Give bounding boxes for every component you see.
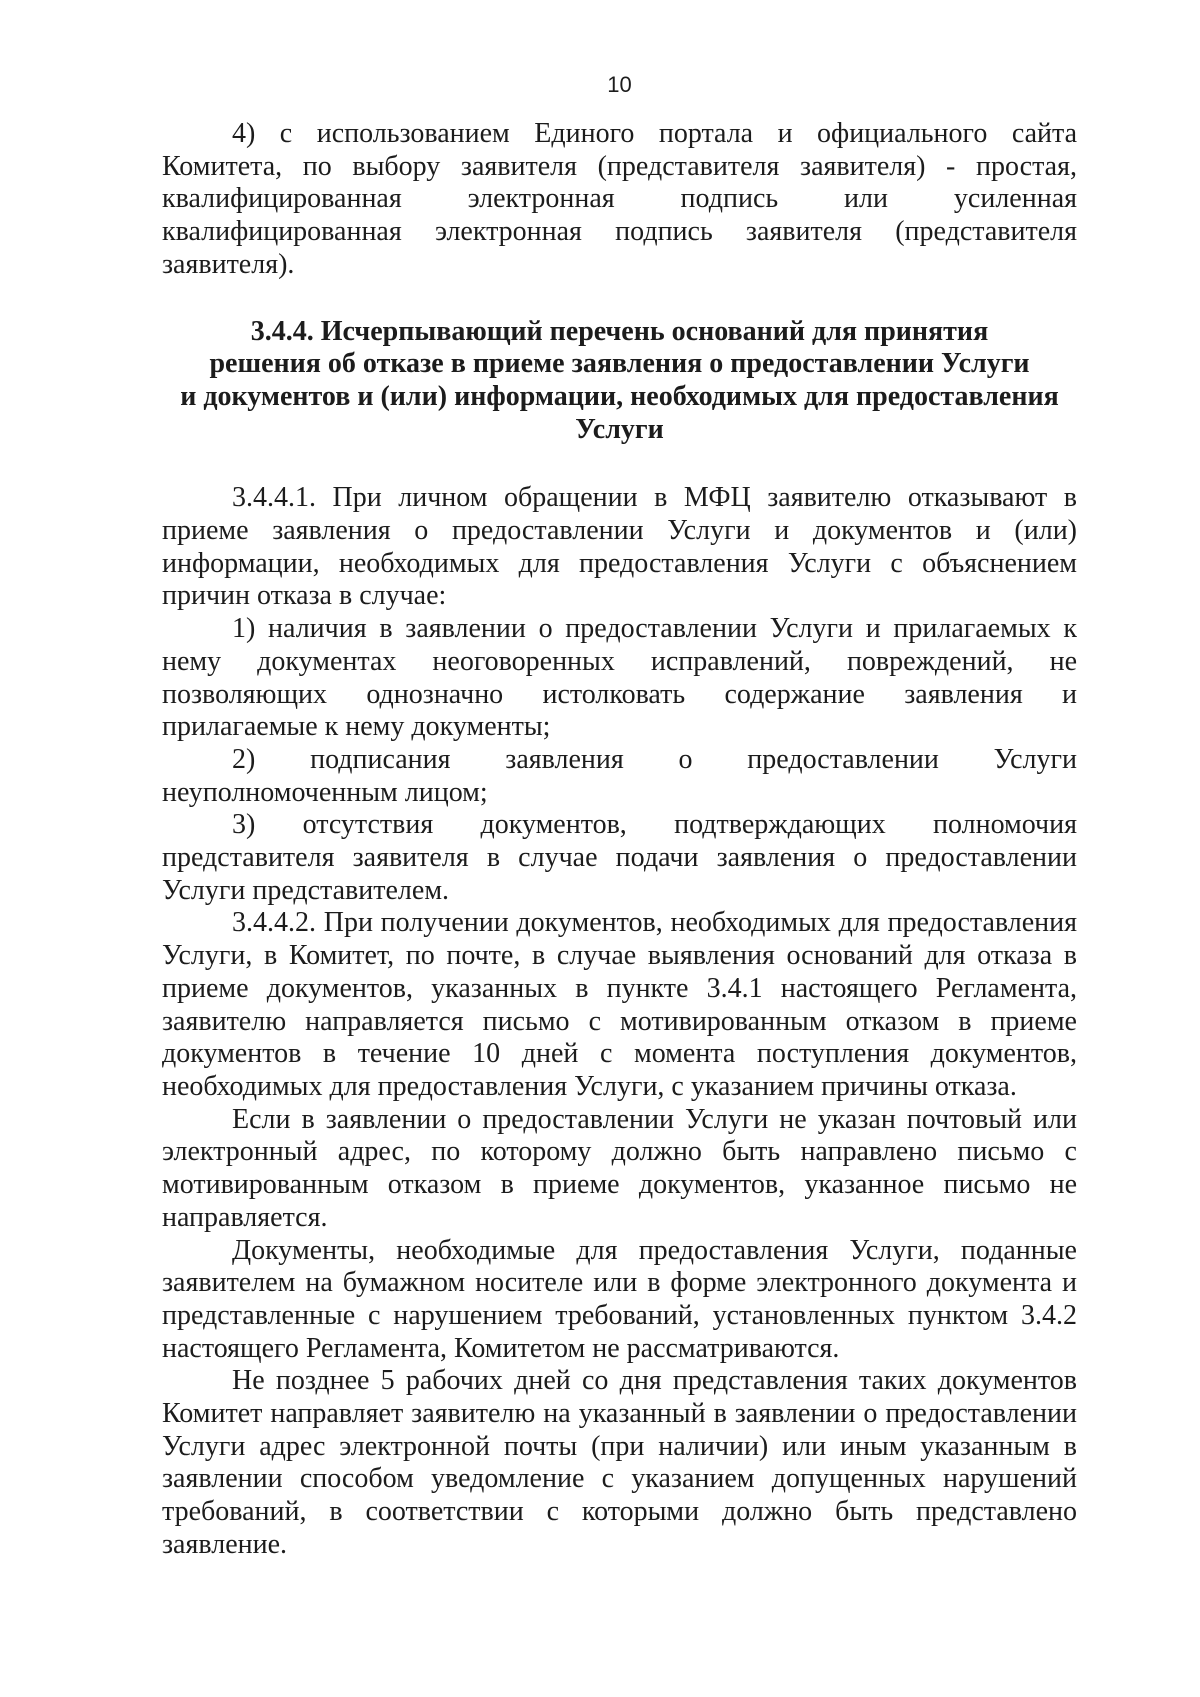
- section-heading-line: Услуги: [575, 413, 664, 445]
- intro-paragraph: 4) с использованием Единого портала и официального сайта Комитета, по выбору заявителя (представителя заявителя) - простая, квалифицированная электронная подпись или усиленная квалифицированная электронная подпись заявителя (представителя заявителя).: [162, 118, 1077, 280]
- section-heading: [162, 316, 1077, 447]
- list-item-3: 3) отсутствия документов, подтверждающих полномочия представителя заявителя в случае подачи заявления о предоставлении Услуги представителем.: [162, 809, 1077, 906]
- paragraph-3-4-4-2: 3.4.4.2. При получении документов, необходимых для предоставления Услуги, в Комитет, по почте, в случае выявления оснований для отказа в приеме документов, указанных в пункте 3.4.1 настоящего Регламента, заявителю направляется письмо с мотивированным отказом в приеме документов в течение 10 дней с момента поступления документов, необходимых для предоставления Услуги, с указанием причины отказа.: [162, 907, 1077, 1102]
- paragraph-3-4-4-1: 3.4.4.1. При личном обращении в МФЦ заявителю отказывают в приеме заявления о предоставлении Услуги и документов и (или) информации, необходимых для предоставления Услуги с объяснением причин отказа в случае:: [162, 482, 1077, 612]
- paragraph-documents-not-considered: Документы, необходимые для предоставления Услуги, поданные заявителем на бумажном носителе или в форме электронного документа и представленные с нарушением требований, установленных пунктом 3.4.2 настоящего Регламента, Комитетом не рассматриваются.: [162, 1234, 1077, 1364]
- list-item-2: 2) подписания заявления о предоставлении Услуги неуполномоченным лицом;: [162, 743, 1077, 808]
- section-heading-line: 3.4.4. Исчерпывающий перечень оснований для принятия: [250, 315, 989, 347]
- section-heading-line: и документов и (или) информации, необходимых для предоставления: [180, 380, 1059, 412]
- page-number: 10: [607, 72, 632, 97]
- document-page: [162, 60, 1077, 1680]
- section-heading-line: решения об отказе в приеме заявления о предоставлении Услуги: [209, 348, 1030, 380]
- list-item-1: 1) наличия в заявлении о предоставлении Услуги и прилагаемых к нему документах неоговоренных исправлений, повреждений, не позволяющих однозначно истолковать содержание заявления и прилагаемые к нему документы;: [162, 613, 1077, 743]
- paragraph-notification: Не позднее 5 рабочих дней со дня представления таких документов Комитет направляет заявителю на указанный в заявлении о предоставлении Услуги адрес электронной почты (при наличии) или иным указанным в заявлении способом уведомление с указанием допущенных нарушений требований, в соответствии с которыми должно быть представлено заявление.: [162, 1365, 1077, 1560]
- paragraph-no-address: Если в заявлении о предоставлении Услуги не указан почтовый или электронный адрес, по которому должно быть направлено письмо с мотивированным отказом в приеме документов, указанное письмо не направляется.: [162, 1103, 1077, 1233]
